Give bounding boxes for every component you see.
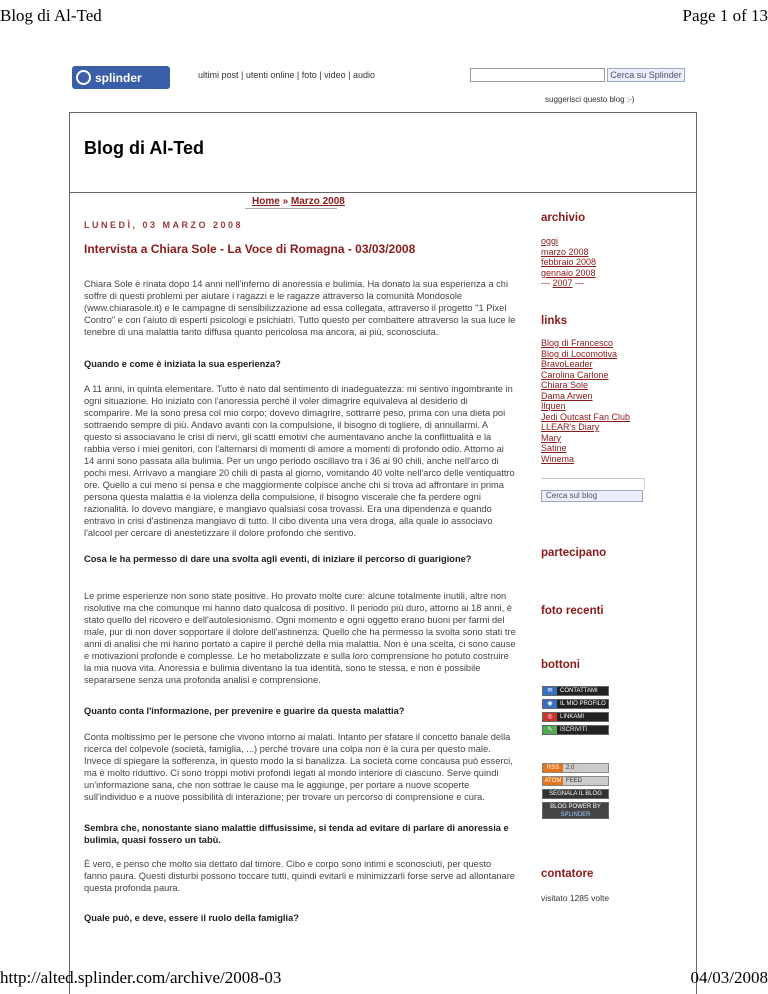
link-item[interactable]: Satine: [541, 443, 567, 453]
archivio-item-2007: [541, 278, 596, 289]
atom-badge-right: FEED: [563, 777, 608, 785]
answer-3: Conta moltissimo per le persone che vivono intorno ai malati. Intanto per sfatare il concetto banale della ricerca del colpevole (società, famiglia, ...) perché trovare una colpa non è la cura per questo male. Invece di spiegare la sofferenza, in questo modo la si banalizza. La società come concausa può esserci, ma è molto riduttivo. Ci sono troppi motivi profondi legati al mondo interiore di ciascuno. Serve quindi un'informazione sana, che non sottrae le cause ma le aggiunge, per portare a nuove scoperte sull'individuo e a nuove possibilità di interazione; per trovare un percorso di comprensione e cura.: [84, 732, 513, 802]
question-4: Sembra che, nonostante siano malattie diffusissime, si tenda ad evitare di parlare di anoressia e bulimia, quasi fossero un tabù.: [84, 823, 509, 845]
archivio-item[interactable]: oggi: [541, 236, 559, 246]
breadcrumb-underline: [245, 208, 337, 209]
powered-by-badge[interactable]: [542, 802, 609, 819]
subscribe-icon: ✎: [543, 726, 557, 734]
atom-badge[interactable]: [542, 776, 609, 786]
rss-badge-right: 2.0: [563, 764, 608, 772]
linkami-label: LINKAMI: [560, 714, 585, 720]
visit-counter: visitato 1285 volte: [541, 893, 610, 903]
print-footer-date: 04/03/2008: [690, 968, 768, 987]
segnala-button[interactable]: SEGNALA IL BLOG: [542, 789, 609, 799]
splinder-search-button[interactable]: Cerca su Splinder: [607, 68, 685, 82]
rss-badge-left: RSS: [543, 764, 563, 772]
rss-badge[interactable]: [542, 763, 609, 773]
breadcrumb-current[interactable]: Marzo 2008: [290, 196, 345, 207]
links-heading: links: [541, 315, 568, 327]
answer-1: A 11 anni, in quinta elementare. Tutto è nato dal sentimento di inadeguatezza: mi sentivo ingombrante in ogni situazione. Ho iniziato con l'anoressia perché il voler dimagrire equivaleva al desiderio di scomparire. Me la sono presa col mio corpo; dovevo dimagrire, sottrarre peso, prima con una dieta poi sottraendo sempre di più. Andavo avanti con la compulsione, il bisogno di togliere, di annullarmi. A questo si associavano le crisi di nervi, gli scatti emotivi che aumentavano anche la conflittualità e la rabbia verso i miei genitori, con l'alternarsi di momenti di amore a momenti di profondo odio. Attorno ai 14 anni sono passata alla bulimia. Per un ungo periodo oscillavo tra i 36 ai 90 chili, anche nell'arco di pochi mesi. Arrivavo a mangiare 20 chili di pasta al giorno, vomitando 40 volte nell'arco delle ventiquattro ore. Quello a cui meno si pensa e che maggiormente colpisce anche chi si trova ad affrontare in prima persona questa malattia è la violenza della compulsione, il bisogno viscerale che fa perdere ogni razionalità. Io dovevo mangiare, e mangiavo qualsiasi cosa trovassi. Era una dipendenza e quando entravo in crisi d'astinenza mangiavo di tutto. Il cibo diventa una vera droga, alla quale io associavo l'alcool per cercare di anestetizzare il dolore profondo che sentivo.: [84, 384, 515, 538]
contattami-button[interactable]: [542, 686, 609, 696]
link-item[interactable]: Dama Arwen: [541, 390, 593, 401]
archivio-dash-right: ---: [572, 278, 585, 288]
link-item[interactable]: BravoLeader: [541, 359, 593, 369]
suggest-blog-link[interactable]: suggerisci questo blog :-): [545, 95, 635, 104]
archivio-item[interactable]: febbraio 2008: [541, 257, 597, 267]
iscriviti-label: ISCRIVITI: [560, 727, 588, 733]
link-item[interactable]: Blog di Francesco: [541, 338, 614, 348]
breadcrumb-separator: »: [279, 196, 291, 207]
post-intro: Chiara Sole è rinata dopo 14 anni nell'inferno di anoressia e bulimia. Ha donato la sua esperienza a chi soffre di questi problemi per aiutare i ragazzi e le ragazze attraverso la comunità Mondosole (www.chiarasole.it) e le campagne di sensibilizzazione ad essa collegata, attraverso il progetto "1 Pixel Contro" e con l'aiuto di esperti psicologi e psichiatri. Tutto questo per combattere attraverso la sua luce le tenebre di una malattia tanto diffusa quanto pericolosa ma ancora, ai più, sconosciuta.: [84, 279, 516, 337]
link-item[interactable]: Chiara Sole: [541, 380, 589, 390]
nav-video[interactable]: video: [324, 70, 346, 80]
mail-icon: ✉: [543, 687, 557, 695]
question-3: Quanto conta l'informazione, per prevenire e guarire da questa malattia?: [84, 706, 405, 716]
link-item[interactable]: Carolina Carlone: [541, 369, 609, 380]
breadcrumb-home[interactable]: Home: [252, 196, 280, 207]
sidebar-search-rule: [541, 478, 645, 479]
splinder-logo[interactable]: [72, 66, 170, 89]
nav-ultimi-post[interactable]: ultimi post: [198, 70, 239, 80]
powered-splinder-label: SPLINDER: [560, 811, 591, 818]
partecipano-heading: partecipano: [541, 547, 607, 559]
header-divider: [70, 192, 696, 193]
question-1: Quando e come è iniziata la sua esperienza?: [84, 359, 281, 369]
nav-utenti-online[interactable]: utenti online: [245, 70, 295, 80]
archivio-heading: archivio: [541, 212, 586, 224]
print-footer-url: http://alted.splinder.com/archive/2008-03: [0, 968, 282, 987]
link-icon: ◎: [543, 713, 557, 721]
contattami-label: CONTATTAMI: [560, 688, 598, 694]
archivio-item[interactable]: gennaio 2008: [541, 267, 596, 278]
link-item[interactable]: Mary: [541, 432, 561, 443]
splinder-logo-text: splinder: [95, 70, 142, 85]
link-item[interactable]: Ilquen: [541, 401, 566, 411]
archivio-dash-left: ---: [541, 278, 553, 288]
blog-title: Blog di Al-Ted: [84, 138, 204, 158]
links-list: [541, 338, 630, 464]
breadcrumb: [252, 196, 345, 207]
post-date: LUNEDÌ, 03 MARZO 2008: [84, 220, 244, 230]
link-item[interactable]: LLEAR's Diary: [541, 422, 600, 432]
profilo-label: IL MIO PROFILO: [560, 701, 606, 707]
archivio-link-2007[interactable]: 2007: [552, 278, 573, 288]
profilo-button[interactable]: [542, 699, 609, 709]
splinder-search-input[interactable]: [470, 68, 605, 82]
link-item[interactable]: Winema: [541, 453, 575, 464]
answer-4: È vero, e penso che molto sia dettato dal timore. Cibo e corpo sono intimi e sconosciuti, per questo fanno paura. Questi disturbi possono toccare tutti, quindi evitarli e minimizzarli forse serve ad allontanare questa profonda paura.: [84, 859, 515, 893]
archivio-list: [541, 236, 596, 289]
splinder-logo-icon: [76, 70, 91, 85]
print-header-title: Blog di Al-Ted: [0, 6, 102, 25]
nav-audio[interactable]: audio: [352, 70, 375, 80]
blog-search-button[interactable]: Cerca sul blog: [541, 490, 643, 502]
nav-foto[interactable]: foto: [301, 70, 317, 80]
question-2: Cosa le ha permesso di dare una svolta agli eventi, di iniziare il percorso di guarigione?: [84, 554, 472, 564]
powered-label: BLOG POWER BY: [550, 803, 601, 810]
linkami-button[interactable]: [542, 712, 609, 722]
top-nav: ultimi post | utenti online | foto | video | audio: [198, 70, 375, 80]
iscriviti-button[interactable]: [542, 725, 609, 735]
foto-recenti-heading: foto recenti: [541, 605, 604, 617]
link-item[interactable]: Blog di Locomotiva: [541, 348, 618, 359]
contatore-heading: contatore: [541, 868, 594, 880]
atom-badge-left: ATOM: [544, 778, 562, 784]
archivio-item[interactable]: marzo 2008: [541, 246, 589, 257]
link-item[interactable]: Jedi Outcast Fan Club: [541, 411, 631, 422]
print-header-page: Page 1 of 13: [682, 6, 768, 25]
sidebar-search-rule-v: [644, 478, 645, 490]
profile-icon: ◉: [543, 700, 557, 708]
answer-2: Le prime esperienze non sono state positive. Ho provato molte cure: alcune totalmente inutili, altre non risolutive ma che comunque mi hanno dato qualcosa di positivo. Il periodo più duro, attorno ai 18 anni, è stato quello del ricovero e dell'autolesionismo. Ogni momento e ogni oggetto erano buoni per farmi del male, pur di non dover sopportare il dolore dell'astinenza. Quello che ha permesso la svolta sono stati tre anni di analisi che mi hanno portato a capire il perché della mia malattia. Non è una scelta, ci sono cause e motivazioni profonde e complesse. Le ho metabolizzate e sulla loro comprensione ho potuto costruire la mia nuova vita. Anoressia e bulimia diventano la tua identità, sono te stessa, e non è possibile separarsene senza una profonda analisi e comprensione.: [84, 591, 516, 685]
question-5: Quale può, e deve, essere il ruolo della famiglia?: [84, 913, 299, 923]
bottoni-heading: bottoni: [541, 659, 580, 671]
post-title[interactable]: Intervista a Chiara Sole - La Voce di Romagna - 03/03/2008: [84, 242, 416, 256]
